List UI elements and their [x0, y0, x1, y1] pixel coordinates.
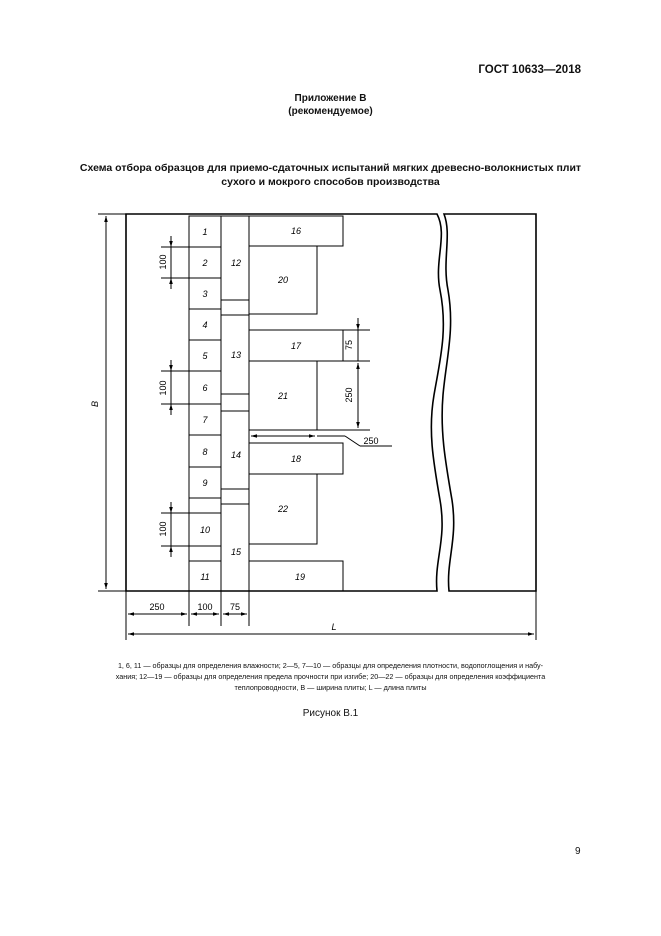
appendix-title: Приложение В [294, 93, 367, 104]
figure-caption: Рисунок В.1 [302, 708, 359, 719]
page-number: 9 [575, 846, 581, 857]
sample-label: 10 [199, 525, 211, 535]
sample-label: 11 [200, 572, 210, 582]
sample-label: 8 [202, 447, 208, 457]
sample-label: 3 [202, 289, 208, 299]
appendix-status: (рекомендуемое) [288, 106, 373, 117]
sample-label: 9 [202, 478, 208, 488]
figure-title-line-2: сухого и мокрого способов производства [221, 176, 440, 188]
sample-label: 1 [202, 227, 208, 237]
dimension-100-label: 100 [158, 380, 168, 396]
legend-line-3: теплопроводности, B — ширина плиты; L — длина плиты [234, 683, 427, 692]
sample-label: 4 [202, 320, 208, 330]
sample-label: 20 [277, 275, 289, 285]
dimension-l-label: L [331, 622, 337, 632]
sample-label: 2 [202, 258, 208, 268]
legend-line-1: 1, 6, 11 — образцы для определения влажности; 2—5, 7—10 — образцы для определения плотности, водопоглощения и набу- [117, 661, 544, 670]
sample-label: 13 [230, 350, 242, 360]
sample-label: 6 [202, 383, 208, 393]
sample-label: 14 [230, 450, 242, 460]
figure-title-line-1: Схема отбора образцов для приемо-сдаточных испытаний мягких древесно-волокнистых плит [79, 162, 582, 174]
dimension-100-label: 100 [158, 521, 168, 537]
dimension-100-label: 100 [197, 602, 213, 612]
sample-label: 18 [290, 454, 302, 464]
sample-label: 12 [230, 258, 242, 268]
sample-label: 5 [202, 351, 208, 361]
plate-outline [126, 214, 443, 591]
legend-line-2: хания; 12—19 — образцы для определения предела прочности при изгибе; 20—22 — образцы для определения коэффициента [115, 672, 546, 681]
sample-label: 16 [290, 226, 302, 236]
sample-label: 22 [277, 504, 289, 514]
sample-label: 17 [290, 341, 302, 351]
sample-label: 15 [230, 547, 242, 557]
sample-label: 21 [277, 391, 289, 401]
dimension-100-label: 100 [158, 254, 168, 270]
document-standard-number: ГОСТ 10633—2018 [478, 64, 581, 76]
dimension-75-label: 75 [344, 339, 354, 351]
dimension-250-label: 250 [363, 436, 379, 446]
sample-label: 19 [294, 572, 306, 582]
dimension-250-label: 250 [344, 387, 354, 403]
sample-label: 7 [202, 415, 208, 425]
plate-break-line [442, 214, 536, 591]
figure-legend [40, 660, 621, 693]
dimension-250-label: 250 [149, 602, 165, 612]
dimension-75-label: 75 [229, 602, 241, 612]
dimension-b-label: B [90, 400, 100, 408]
